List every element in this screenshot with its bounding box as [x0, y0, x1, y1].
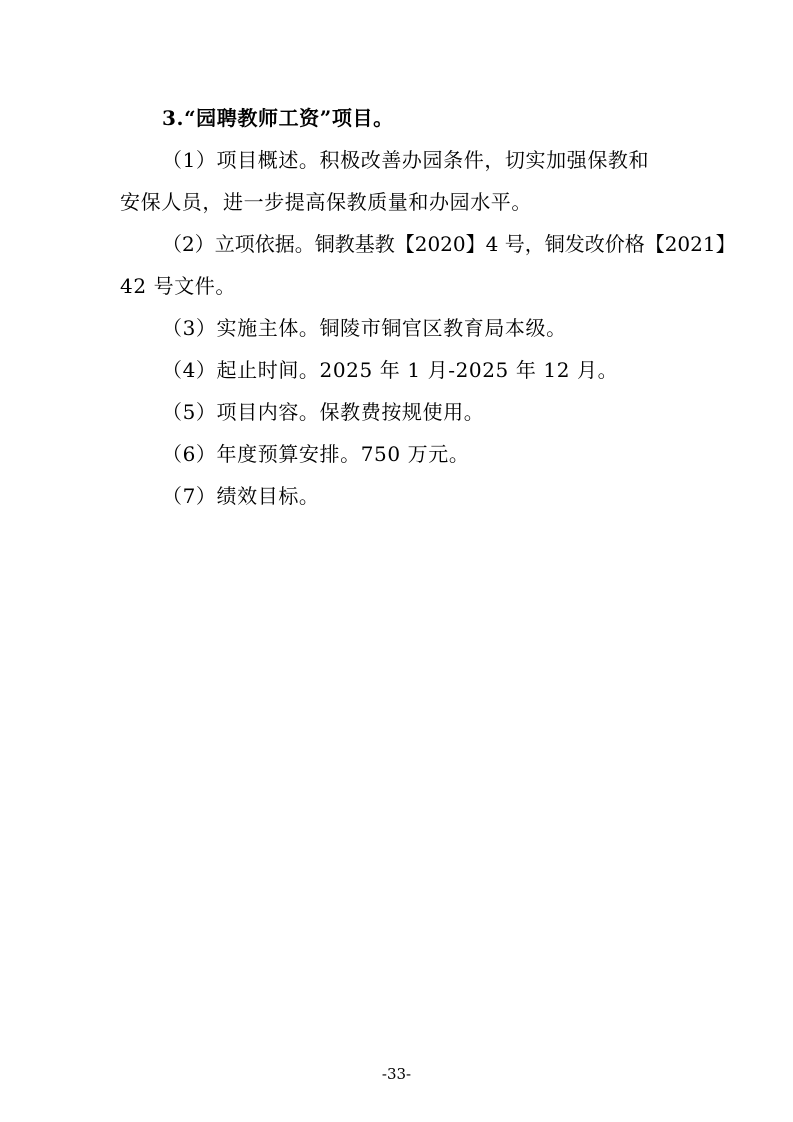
basis-line-1: （2）立项依据。铜教基教【2020】4 号，铜发改价格【2021】	[162, 232, 736, 256]
project-period: （4）起止时间。2025 年 1 月-2025 年 12 月。	[162, 358, 619, 382]
overview-line-1: （1）项目概述。积极改善办园条件，切实加强保教和	[162, 148, 650, 172]
basis-line-2: 42 号文件。	[120, 274, 237, 298]
page-number: -33-	[381, 1065, 412, 1083]
annual-budget: （6）年度预算安排。750 万元。	[162, 442, 470, 466]
performance-targets: （7）绩效目标。	[162, 484, 320, 508]
section-title: 3.“园聘教师工资”项目。	[162, 106, 394, 130]
implementing-subject: （3）实施主体。铜陵市铜官区教育局本级。	[162, 316, 567, 340]
project-content: （5）项目内容。保教费按规使用。	[162, 400, 485, 424]
overview-line-2: 安保人员，进一步提高保教质量和办园水平。	[120, 190, 532, 214]
